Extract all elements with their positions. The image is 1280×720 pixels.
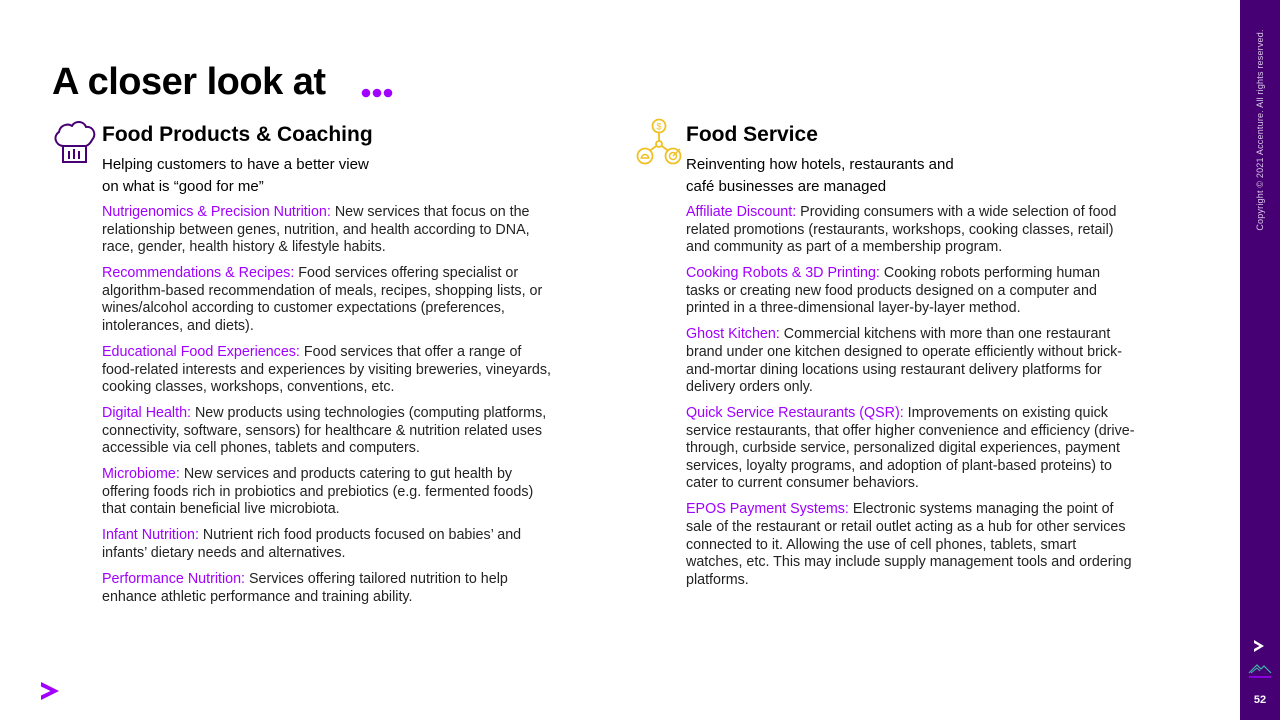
entry-list	[102, 204, 552, 606]
entry-performance-nutrition	[102, 571, 552, 606]
chef-hat-icon	[52, 118, 98, 168]
section-subtitle: Helping customers to have a better view on what is “good for me”	[102, 156, 369, 195]
entry-text: Food services offering specialist or algorithm-based recommendation of meals, recipes, shopping lists, or wines/alcohol according to customer expectations (preferences, intolerances, and diets).	[102, 265, 543, 334]
entry-term: Affiliate Discount:	[686, 204, 797, 220]
entry-text: Services offering tailored nutrition to help enhance athletic performance and training ability.	[102, 571, 508, 605]
accenture-logo-icon	[39, 680, 61, 702]
entry-text: Commercial kitchens with more than one restaurant brand under one kitchen designed to operate efficiently without brick-and-mortar dining locations using restaurant delivery platforms for delivery orders only.	[686, 326, 1123, 396]
page-title: A closer look at	[52, 61, 326, 103]
entry-digital-health	[102, 405, 552, 458]
accenture-chevron-icon	[1252, 638, 1266, 654]
entry-term: Educational Food Experiences:	[102, 343, 300, 360]
entry-ghost-kitchen	[686, 326, 1136, 396]
svg-text:$: $	[656, 121, 662, 132]
entry-text: Electronic systems managing the point of sale of the restaurant or retail outlet acting as a hub for other services connected to it. Allowing the use of cell phones, tablets, smart watches, etc. This may include supply management tools and ordering platforms.	[686, 501, 1132, 588]
entry-term: EPOS Payment Systems:	[686, 501, 849, 518]
entry-qsr	[686, 405, 1136, 493]
entry-term: Recommendations & Recipes:	[102, 265, 295, 282]
food-products-coaching-section	[52, 118, 552, 615]
entry-term: Microbiome:	[102, 466, 180, 483]
ellipsis-dots-icon	[359, 84, 395, 100]
copyright-text: Copyright © 2021 Accenture. All rights reserved.	[1255, 29, 1265, 231]
entry-text: Nutrient rich food products focused on babies’ and infants’ dietary needs and alternatives.	[102, 527, 522, 562]
entry-term: Infant Nutrition:	[102, 527, 199, 544]
entry-term: Digital Health:	[102, 405, 191, 422]
entry-term: Nutrigenomics & Precision Nutrition:	[102, 204, 331, 220]
mountain-logo-icon	[1248, 660, 1272, 682]
entry-term: Ghost Kitchen:	[686, 326, 780, 343]
entry-list	[686, 204, 1136, 589]
page-number: 52	[1253, 694, 1267, 706]
entry-text: Improvements on existing quick service restaurants, that offer higher convenience and efficiency (drive-through, curbside service, personalized digital experiences, payment services, loyalty programs, and adoption of plant-based proteins) to cater to current consumer behaviors.	[686, 405, 1135, 492]
food-service-network-icon	[636, 118, 682, 168]
entry-term: Performance Nutrition:	[102, 571, 246, 588]
entry-text: New services that focus on the relationship between genes, nutrition, and health according to DNA, race, gender, health history & lifestyle habits.	[102, 204, 530, 256]
entry-text: New services and products catering to gut health by offering foods rich in probiotics and prebiotics (e.g. fermented foods) that contain beneficial live microbiota.	[102, 466, 534, 518]
entry-infant-nutrition	[102, 527, 552, 562]
entry-microbiome	[102, 466, 552, 519]
entry-affiliate-discount	[686, 204, 1136, 257]
section-subtitle: Reinventing how hotels, restaurants and café businesses are managed	[686, 156, 954, 195]
food-service-section	[636, 118, 1136, 598]
section-heading: Food Products & Coaching	[102, 123, 373, 146]
entry-text: Food services that offer a range of food-related interests and experiences by visiting breweries, vineyards, cooking classes, workshops, conventions, etc.	[102, 343, 551, 396]
entry-term: Cooking Robots & 3D Printing:	[686, 265, 880, 282]
entry-nutrigenomics	[102, 204, 552, 257]
entry-text: Providing consumers with a wide selection of food related promotions (restaurants, workshops, cooking classes, retail) and community as part of a membership program.	[686, 204, 1117, 256]
entry-recommendations	[102, 265, 552, 335]
entry-epos-payment	[686, 501, 1136, 589]
entry-text: New products using technologies (computing platforms, connectivity, software, sensors) for healthcare & nutrition related uses accessible via cell phones, tablets and computers.	[102, 405, 547, 457]
entry-text: Cooking robots performing human tasks or creating new food products designed on a computer and printed in a three-dimensional layer-by-layer method.	[686, 265, 1101, 317]
section-heading: Food Service	[686, 123, 818, 146]
entry-educational-food	[102, 344, 552, 397]
entry-term: Quick Service Restaurants (QSR):	[686, 405, 904, 422]
entry-cooking-robots	[686, 265, 1136, 318]
